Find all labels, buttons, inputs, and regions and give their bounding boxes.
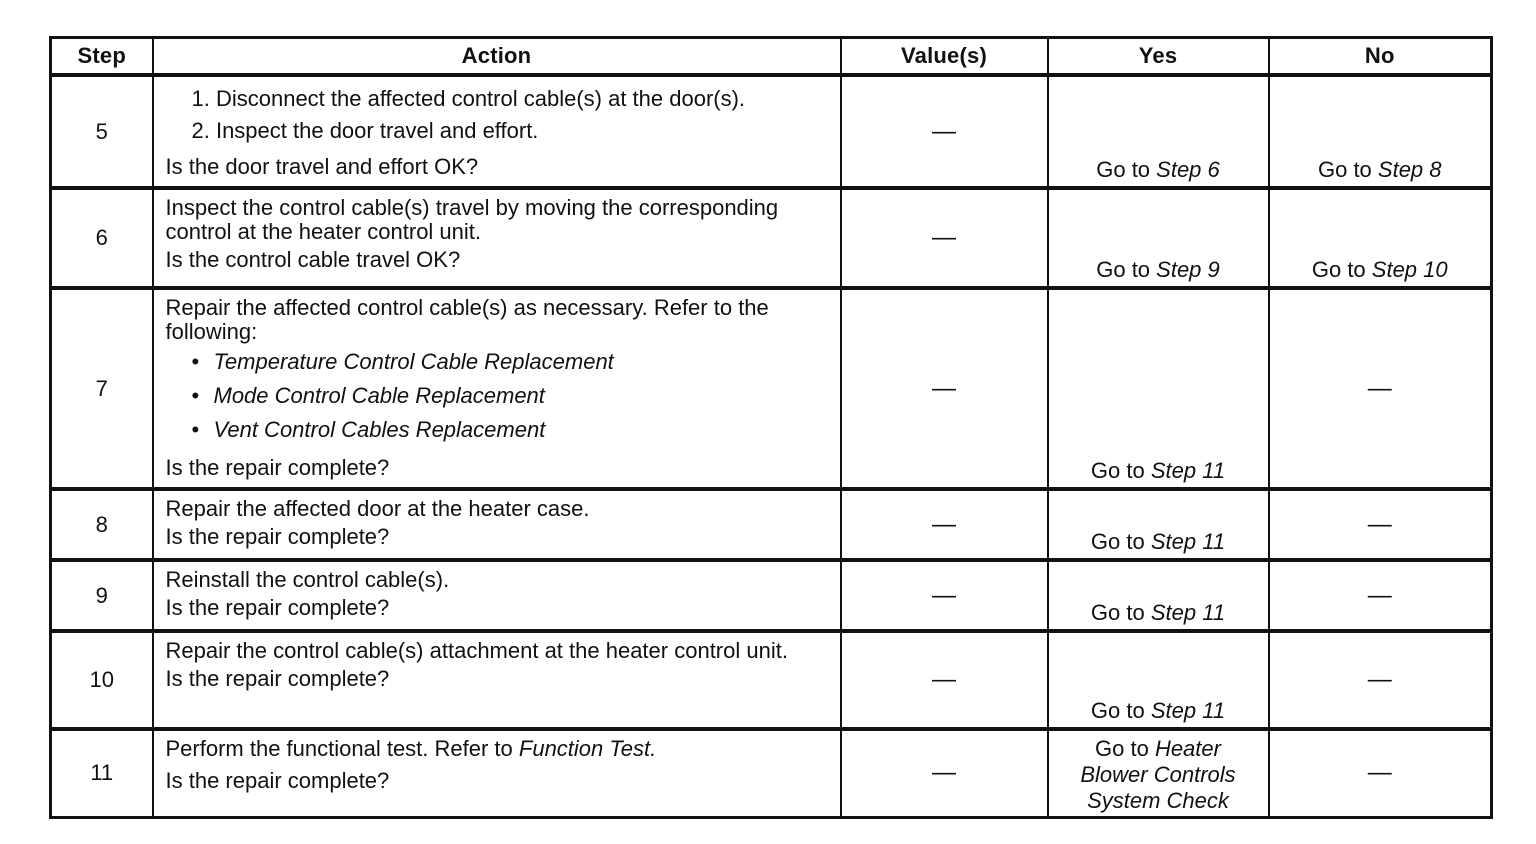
yes-cell	[1048, 489, 1269, 560]
value-cell: —	[841, 75, 1048, 188]
goto-step-link[interactable]: Step 8	[1377, 157, 1442, 182]
table-row	[51, 560, 1492, 631]
action-cell	[153, 188, 841, 288]
action-text: Reinstall the control cable(s).	[165, 567, 450, 592]
action-question: Is the repair complete?	[165, 666, 390, 691]
goto-step-link[interactable]: Step 6	[1156, 157, 1220, 182]
no-cell: —	[1269, 729, 1492, 817]
table-row	[51, 729, 1492, 817]
yes-cell	[1048, 288, 1269, 489]
action-question: Is the repair complete?	[165, 768, 390, 793]
action-cell	[153, 75, 841, 188]
goto-step-link[interactable]: Step 11	[1150, 458, 1226, 483]
action-question: Is the door travel and effort OK?	[165, 154, 479, 179]
no-cell: —	[1269, 489, 1492, 560]
goto-prefix: Go to	[1096, 257, 1157, 282]
step-number: 7	[51, 288, 153, 489]
table-row	[51, 188, 1492, 288]
bullet-link[interactable]: Vent Control Cables Replacement	[213, 417, 546, 442]
goto-prefix: Go to	[1090, 600, 1151, 625]
yes-cell	[1048, 560, 1269, 631]
goto-prefix: Go to	[1090, 458, 1151, 483]
function-test-link[interactable]: Function Test.	[518, 736, 657, 761]
no-cell: —	[1269, 288, 1492, 489]
goto-system-check-link[interactable]: Heater	[1154, 735, 1221, 761]
value-cell: —	[841, 489, 1048, 560]
header-row	[51, 38, 1492, 76]
action-bullet-item: • Mode Control Cable Replacement	[191, 383, 545, 408]
value-cell: —	[841, 560, 1048, 631]
action-text: Repair the control cable(s) attachment at the heater control unit.	[165, 638, 788, 663]
header-action: Action	[153, 38, 841, 76]
action-question: Is the control cable travel OK?	[165, 247, 461, 272]
action-bullet-item: • Vent Control Cables Replacement	[191, 417, 546, 442]
goto-prefix: Go to	[1090, 529, 1151, 554]
step-number: 8	[51, 489, 153, 560]
action-question: Is the repair complete?	[165, 455, 390, 480]
action-text-prefix: Perform the functional test. Refer to	[165, 736, 519, 761]
action-numbered-item: 1. Disconnect the affected control cable(s) at the door(s).	[191, 86, 746, 111]
action-cell	[153, 631, 841, 729]
action-cell	[153, 489, 841, 560]
action-cell	[153, 729, 841, 817]
step-number: 11	[51, 729, 153, 817]
goto-step-link[interactable]: Step 11	[1150, 698, 1226, 723]
step-number: 9	[51, 560, 153, 631]
header-step: Step	[51, 38, 153, 76]
goto-step-link[interactable]: Step 11	[1150, 600, 1226, 625]
yes-cell	[1048, 729, 1269, 817]
value-cell: —	[841, 188, 1048, 288]
action-numbered-item: 2. Inspect the door travel and effort.	[191, 118, 539, 143]
header-yes: Yes	[1048, 38, 1269, 76]
step-number: 6	[51, 188, 153, 288]
value-cell: —	[841, 288, 1048, 489]
value-cell: —	[841, 631, 1048, 729]
yes-cell	[1048, 188, 1269, 288]
goto-prefix: Go to	[1311, 257, 1372, 282]
goto-step-link[interactable]: Step 9	[1156, 257, 1220, 282]
table-row	[51, 631, 1492, 729]
yes-cell	[1048, 631, 1269, 729]
step-number: 5	[51, 75, 153, 188]
value-cell: —	[841, 729, 1048, 817]
no-cell	[1269, 75, 1492, 188]
goto-prefix: Go to	[1095, 735, 1155, 761]
no-cell: —	[1269, 560, 1492, 631]
action-text: Inspect the control cable(s) travel by moving the corresponding control at the heater control unit.	[165, 195, 779, 244]
action-text: Repair the affected control cable(s) as necessary. Refer to the following:	[165, 295, 769, 344]
goto-system-check-link-line3[interactable]: System Check	[1087, 787, 1229, 813]
action-cell	[153, 288, 841, 489]
goto-prefix: Go to	[1096, 157, 1157, 182]
action-question: Is the repair complete?	[165, 524, 390, 549]
action-cell	[153, 560, 841, 631]
table-row	[51, 489, 1492, 560]
header-values: Value(s)	[841, 38, 1048, 76]
goto-prefix: Go to	[1090, 698, 1151, 723]
action-question: Is the repair complete?	[165, 595, 390, 620]
goto-system-check-link-line2[interactable]: Blower Controls	[1080, 761, 1236, 787]
table-row	[51, 288, 1492, 489]
no-cell	[1269, 188, 1492, 288]
action-text: Repair the affected door at the heater case.	[165, 496, 590, 521]
goto-prefix: Go to	[1317, 157, 1378, 182]
header-no: No	[1269, 38, 1492, 76]
bullet-link[interactable]: Mode Control Cable Replacement	[213, 383, 545, 408]
diagnostic-table	[49, 36, 1493, 819]
step-number: 10	[51, 631, 153, 729]
goto-step-link[interactable]: Step 10	[1371, 257, 1448, 282]
action-text	[166, 737, 830, 761]
no-cell: —	[1269, 631, 1492, 729]
action-bullet-item: • Temperature Control Cable Replacement	[191, 349, 614, 374]
goto-step-link[interactable]: Step 11	[1150, 529, 1226, 554]
table-row	[51, 75, 1492, 188]
yes-cell	[1048, 75, 1269, 188]
bullet-link[interactable]: Temperature Control Cable Replacement	[213, 349, 614, 374]
